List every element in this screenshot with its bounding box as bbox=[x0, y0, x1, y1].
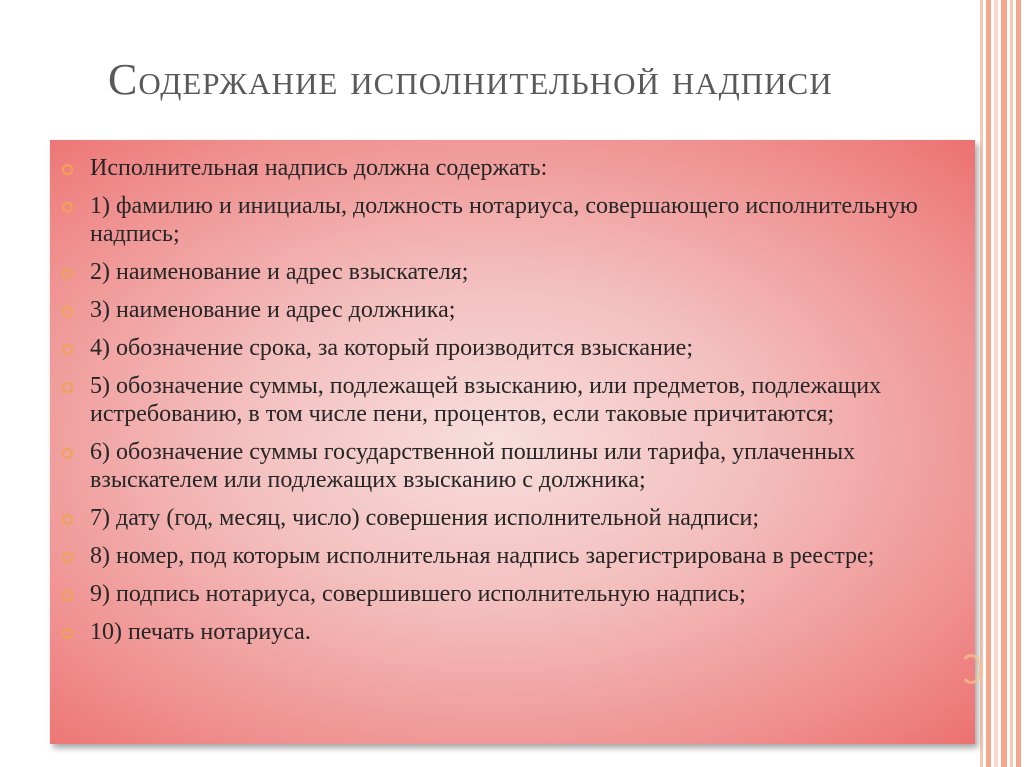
list-item bbox=[90, 334, 949, 362]
list-item bbox=[90, 258, 949, 286]
hollow-circle-bullet-icon bbox=[62, 448, 73, 459]
hollow-circle-bullet-icon bbox=[62, 552, 73, 563]
content-box bbox=[50, 140, 975, 744]
list-item bbox=[90, 504, 949, 532]
list-item-text: 9) подпись нотариуса, совершившего исполнительную надпись; bbox=[90, 581, 746, 607]
list-item bbox=[90, 580, 949, 608]
list-item bbox=[90, 542, 949, 570]
list-item-text: 1) фамилию и инициалы, должность нотариуса, совершающего исполнительную надпись; bbox=[90, 193, 918, 247]
stripe bbox=[986, 0, 991, 767]
hollow-circle-bullet-icon bbox=[62, 628, 73, 639]
list-item-text: 2) наименование и адрес взыскателя; bbox=[90, 259, 469, 285]
hollow-circle-bullet-icon bbox=[62, 306, 73, 317]
list-item-text: 8) номер, под которым исполнительная надпись зарегистрирована в реестре; bbox=[90, 543, 875, 569]
hollow-circle-bullet-icon bbox=[62, 514, 73, 525]
hollow-circle-bullet-icon bbox=[62, 268, 73, 279]
ring-ornament-icon bbox=[960, 654, 982, 684]
hollow-circle-bullet-icon bbox=[62, 164, 73, 175]
hollow-circle-bullet-icon bbox=[62, 202, 73, 213]
decorative-stripes bbox=[980, 0, 1024, 767]
slide-title: Содержание исполнительной надписи bbox=[108, 55, 833, 104]
list-item bbox=[90, 618, 949, 646]
list-item-text: 3) наименование и адрес должника; bbox=[90, 297, 456, 323]
list-item-text: 5) обозначение суммы, подлежащей взысканию, или предметов, подлежащих истребованию, в том числе пени, процентов, если таковые причитаются; bbox=[90, 373, 882, 427]
list-item bbox=[90, 154, 949, 182]
stripe bbox=[1016, 0, 1021, 767]
stripe bbox=[1001, 0, 1007, 767]
stripe bbox=[994, 0, 998, 767]
list-item-text: 10) печать нотариуса. bbox=[90, 619, 311, 645]
list-item-text: 4) обозначение срока, за который производится взыскание; bbox=[90, 335, 693, 361]
list-item bbox=[90, 372, 949, 428]
list-item-text: Исполнительная надпись должна содержать: bbox=[90, 155, 548, 181]
stripe bbox=[980, 0, 983, 767]
list-item bbox=[90, 296, 949, 324]
hollow-circle-bullet-icon bbox=[62, 344, 73, 355]
hollow-circle-bullet-icon bbox=[62, 590, 73, 601]
list-item-text: 6) обозначение суммы государственной пошлины или тарифа, уплаченных взыскателем или подлежащих взысканию с должника; bbox=[90, 439, 856, 493]
list-item bbox=[90, 438, 949, 494]
hollow-circle-bullet-icon bbox=[62, 382, 73, 393]
bullet-list bbox=[90, 154, 949, 646]
list-item bbox=[90, 192, 949, 248]
stripe bbox=[1010, 0, 1013, 767]
list-item-text: 7) дату (год, месяц, число) совершения исполнительной надписи; bbox=[90, 505, 760, 531]
